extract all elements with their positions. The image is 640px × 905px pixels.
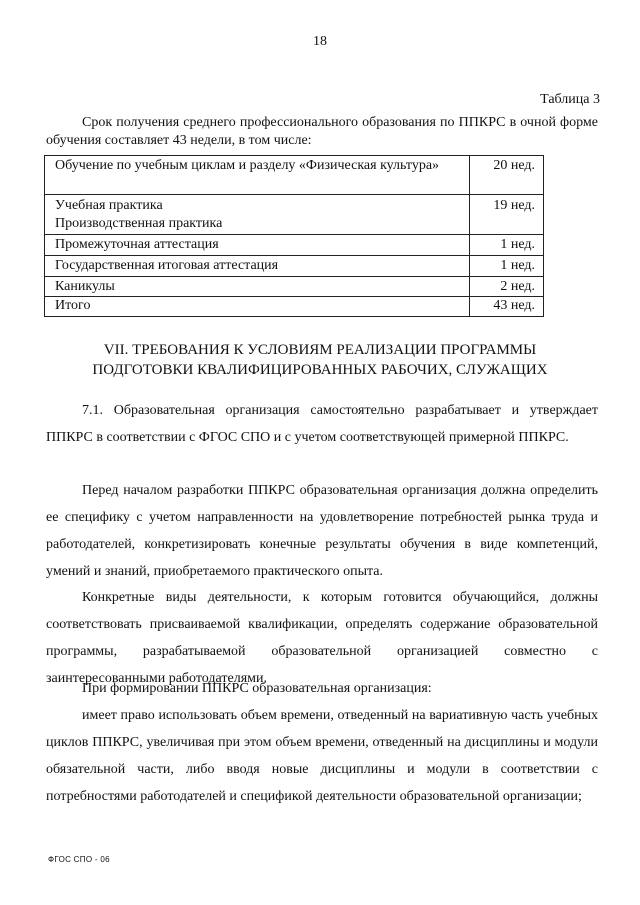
row-value: 43 нед. (493, 298, 535, 313)
duration-table (44, 155, 544, 317)
row-label: Промежуточная аттестация (55, 237, 219, 252)
section-heading (0, 340, 640, 380)
row-value: 1 нед. (500, 258, 535, 273)
paragraph: 7.1. Образовательная организация самостоятельно разрабатывает и утверждает ППКРС в соответствии с ФГОС СПО и с учетом соответствующей примерной ППКРС. (46, 403, 598, 445)
row-label: Производственная практика (55, 216, 223, 231)
table-row (45, 296, 543, 317)
section-heading-line1: VII. ТРЕБОВАНИЯ К УСЛОВИЯМ РЕАЛИЗАЦИИ ПРОГРАММЫ (103, 342, 537, 358)
row-label: Государственная итоговая аттестация (55, 258, 279, 273)
page-number: 18 (313, 34, 327, 49)
row-label: Итого (55, 298, 91, 313)
paragraph: При формировании ППКРС образовательная организация: (82, 681, 432, 696)
table-row (45, 234, 543, 256)
row-label: Каникулы (55, 279, 115, 294)
intro-text: Срок получения среднего профессионального образования по ППКРС в очной форме обучения составляет 43 недели, в том числе: (46, 115, 598, 148)
table-label: Таблица 3 (540, 92, 600, 107)
table-row (45, 276, 543, 297)
row-label: Обучение по учебным циклам и разделу «Физическая культура» (55, 158, 440, 173)
section-heading-line2: ПОДГОТОВКИ КВАЛИФИЦИРОВАННЫХ РАБОЧИХ, СЛУЖАЩИХ (92, 362, 548, 378)
row-value: 19 нед. (493, 198, 535, 213)
paragraph: Перед началом разработки ППКРС образовательная организация должна определить ее специфику с учетом направленности на удовлетворение потребностей рынка труда и работодателей, конкретизировать конечные результаты обучения в виде компетенций, умений и знаний, приобретаемого практического опыта. (46, 483, 598, 579)
table-row (45, 156, 543, 194)
table-row (45, 255, 543, 277)
paragraph: Конкретные виды деятельности, к которым готовится обучающийся, должны соответствовать присваиваемой квалификации, определять содержание образовательной программы, разрабатываемой образовательной организацией совместно с заинтересованными работодателями. (46, 590, 598, 686)
row-value: 2 нед. (500, 279, 535, 294)
row-value: 1 нед. (500, 237, 535, 252)
footer-code: ФГОС СПО - 06 (48, 855, 110, 864)
row-value: 20 нед. (493, 158, 535, 173)
row-label: Учебная практика (55, 198, 163, 213)
paragraph: имеет право использовать объем времени, отведенный на вариативную часть учебных циклов ППКРС, увеличивая при этом объем времени, отведенный на дисциплины и модули обязательной части, либо вводя новые дисциплины и модули в соответствии с потребностями работодателей и спецификой деятельности образовательной организации; (46, 708, 598, 804)
table-row-merged (45, 194, 543, 235)
